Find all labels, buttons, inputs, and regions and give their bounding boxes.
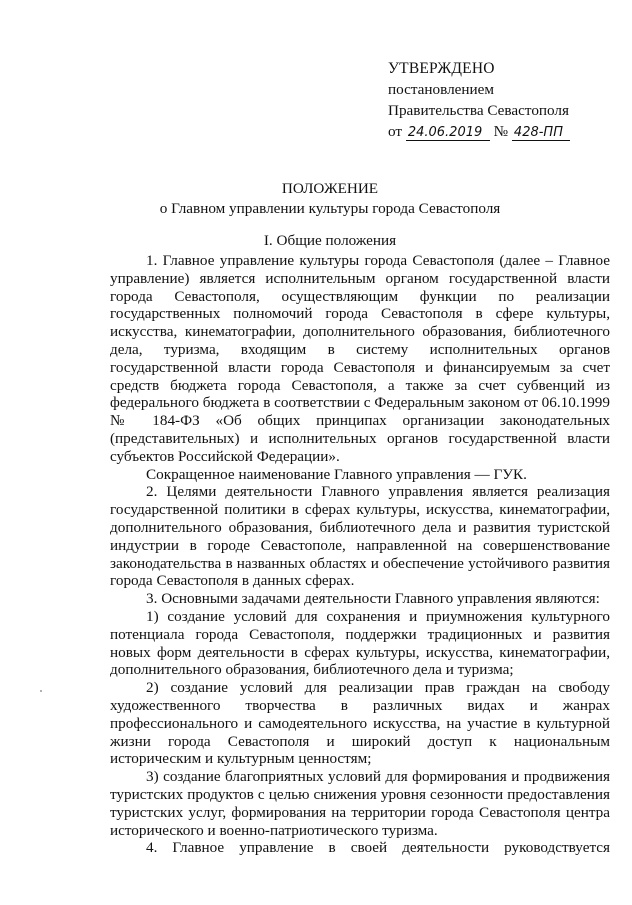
- approval-title: УТВЕРЖДЕНО: [388, 60, 495, 77]
- approval-number-value: 428-ПП: [512, 125, 570, 141]
- approval-line-resolution: постановлением: [388, 81, 495, 98]
- paragraph-3-item-2: 2) создание условий для реализации прав граждан на свободу художественного творчества в различных видах и жанрах профессионального и самодеятельного искусства, на участие в культурной жизни города Севастополя и широкий доступ к национальным историческим и культурным ценностям;: [110, 679, 610, 768]
- approval-date-prefix: от: [388, 123, 403, 140]
- scan-artifact-dot: [40, 690, 42, 692]
- paragraph-2: 2. Целями деятельности Главного управления является реализация государственной политики в сферах культуры, искусства, кинематографии, дополнительного образования, библиотечного дела и развития туристской индустрии в городе Севастополе, направленной на совершенствование законодательства в названных областях и обеспечение устойчивого развития города Севастополя в данных сферах.: [110, 483, 610, 590]
- paragraph-3-item-1: 1) создание условий для сохранения и приумножения культурного потенциала города Севастополя, поддержки традиционных и развития новых форм деятельности в сферах культуры, искусства, кинематографии, дополнительного образования, библиотечного дела и туризма;: [110, 607, 610, 679]
- paragraph-short-name: Сокращенное наименование Главного управления — ГУК.: [146, 465, 527, 483]
- approval-date-value: 24.06.2019: [406, 125, 490, 141]
- approval-stamp-block: [388, 58, 570, 142]
- section-heading: I. Общие положения: [263, 232, 397, 249]
- approval-line-government: Правительства Севастополя: [388, 102, 569, 119]
- paragraph-3-item-3: 3) создание благоприятных условий для формирования и продвижения туристских продуктов с целью снижения уровня сезонности предоставления туристских услуг, формирования на территории города Севастополя центра исторического и военно-патриотического туризма.: [110, 768, 610, 839]
- document-body: [110, 252, 610, 857]
- paragraph-1: 1. Главное управление культуры города Севастополя (далее – Главное управление) является исполнительным органом государственной власти города Севастополя, осуществляющим функции по реализации государственных полномочий города Севастополя в сфере культуры, искусства, кинематографии, дополнительного образования, библиотечного дела, туризма, входящим в систему исполнительных органов государственной власти города Севастополя и финансируемым за счет средств бюджета города Севастополя, а также за счет субвенций из федерального бюджета в соответствии с Федеральным законом от 06.10.1999 № 184-ФЗ «Об общих принципах организации законодательных (представительных) и исполнительных органов государственной власти субъектов Российской Федерации».: [110, 252, 610, 465]
- paragraph-4: 4. Главное управление в своей деятельности руководствуется: [146, 839, 610, 857]
- document-subtitle: о Главном управлении культуры города Севастополя: [159, 200, 501, 217]
- approval-date-line: [388, 121, 570, 142]
- document-title: ПОЛОЖЕНИЕ: [281, 180, 379, 197]
- paragraph-3: 3. Основными задачами деятельности Главного управления являются:: [146, 590, 600, 608]
- approval-number-prefix: №: [493, 123, 509, 140]
